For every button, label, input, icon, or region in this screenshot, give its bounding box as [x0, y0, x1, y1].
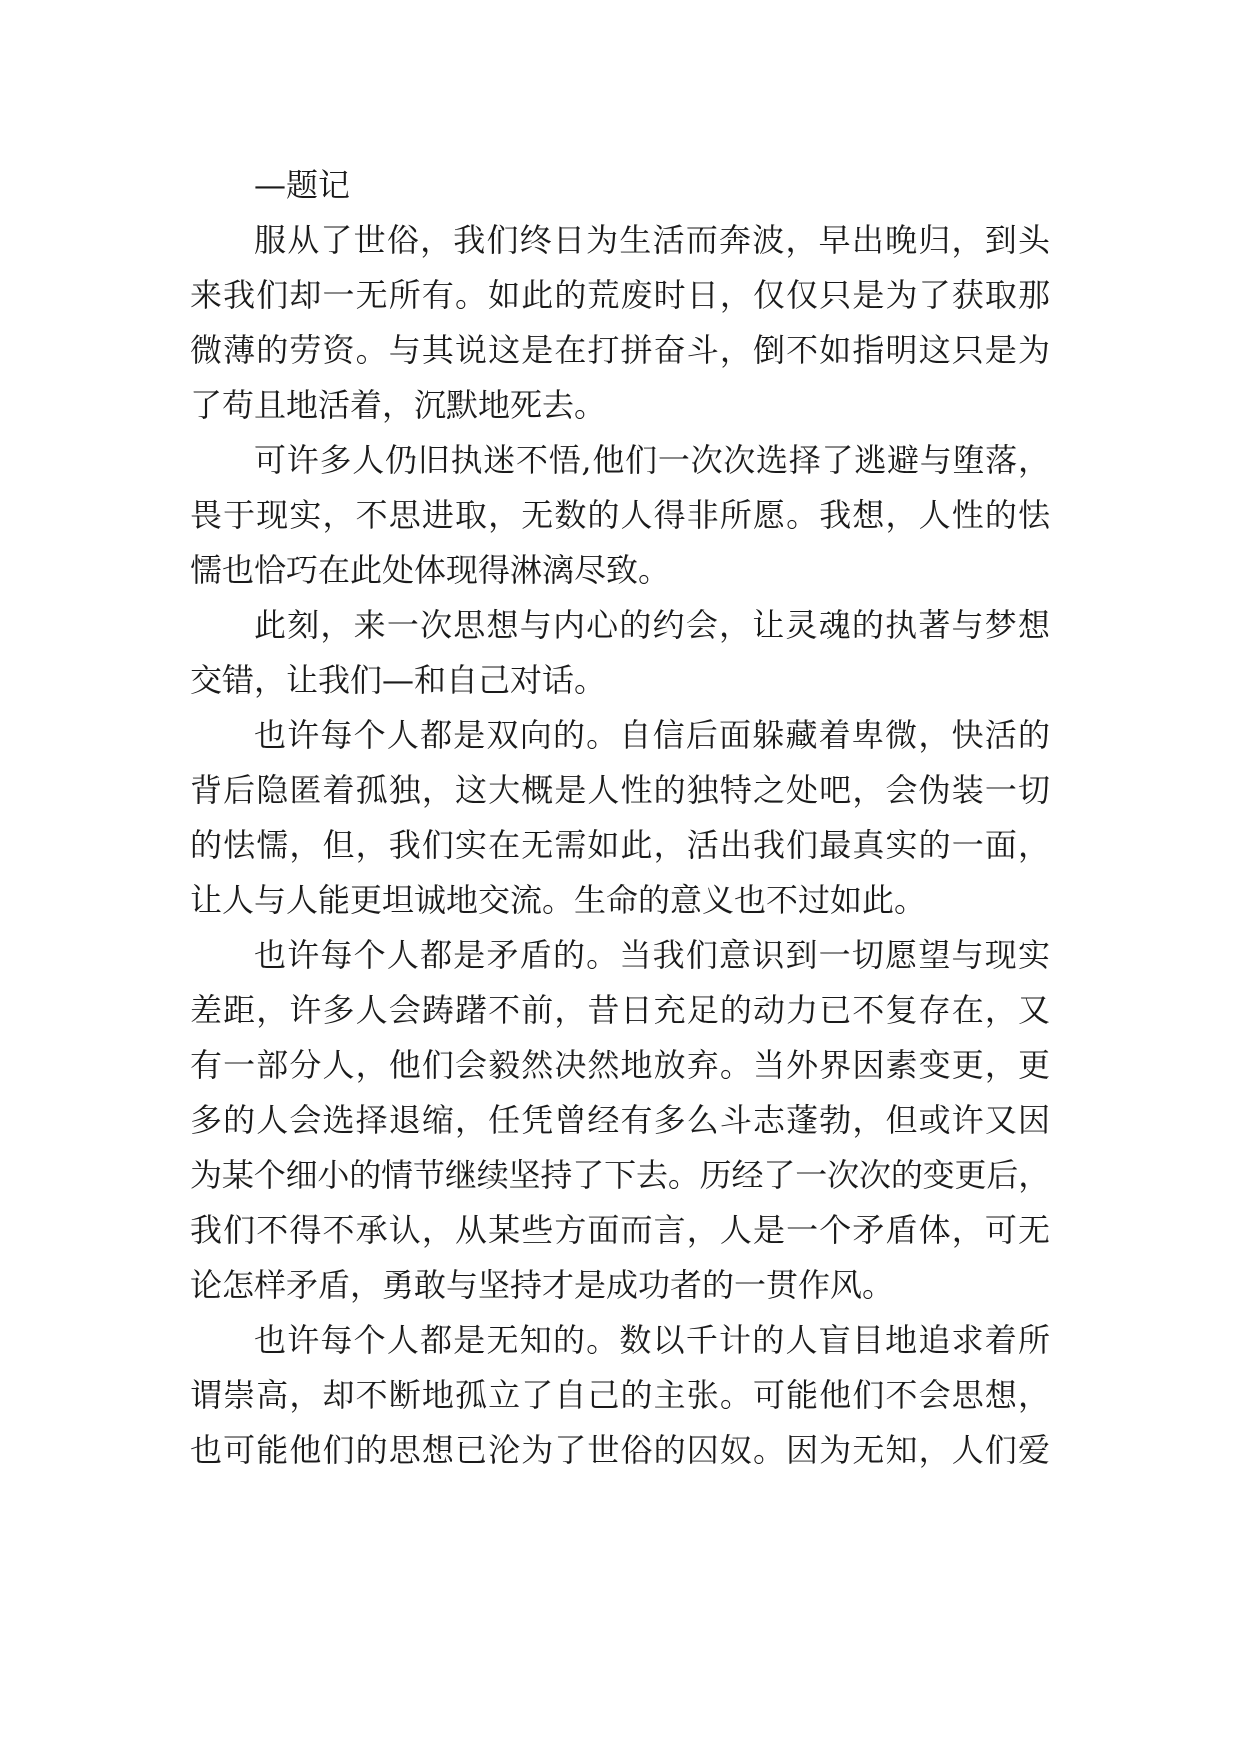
text-line: 来我们却一无所有。如此的荒废时日，仅仅只是为了获取那: [190, 276, 1050, 314]
text-line: 有一部分人，他们会毅然决然地放弃。当外界因素变更，更: [190, 1046, 1050, 1084]
text-line: 谓崇高，却不断地孤立了自己的主张。可能他们不会思想，: [190, 1376, 1050, 1414]
text-line: 畏于现实，不思进取，无数的人得非所愿。我想，人性的怯: [190, 496, 1050, 534]
text-line: 微薄的劳资。与其说这是在打拼奋斗，倒不如指明这只是为: [190, 331, 1050, 369]
text-line: 也许每个人都是无知的。数以千计的人盲目地追求着所: [254, 1321, 1050, 1359]
text-line: —题记: [254, 166, 351, 204]
text-line: 让人与人能更坦诚地交流。生命的意义也不过如此。: [190, 881, 927, 919]
text-line: 可许多人仍旧执迷不悟,他们一次次选择了逃避与堕落，: [254, 441, 1050, 479]
text-line: 背后隐匿着孤独，这大概是人性的独特之处吧，会伪装一切: [190, 771, 1050, 809]
text-line: 我们不得不承认，从某些方面而言，人是一个矛盾体，可无: [190, 1211, 1050, 1249]
text-line: 服从了世俗，我们终日为生活而奔波，早出晚归，到头: [254, 221, 1050, 259]
text-line: 此刻，来一次思想与内心的约会，让灵魂的执著与梦想: [254, 606, 1050, 644]
text-line: 交错，让我们—和自己对话。: [190, 661, 607, 699]
text-line: 为某个细小的情节继续坚持了下去。历经了一次次的变更后，: [190, 1156, 1050, 1194]
text-line: 的怯懦，但，我们实在无需如此，活出我们最真实的一面，: [190, 826, 1050, 864]
text-line: 也许每个人都是双向的。自信后面躲藏着卑微，快活的: [254, 716, 1050, 754]
text-line: 多的人会选择退缩，任凭曾经有多么斗志蓬勃，但或许又因: [190, 1101, 1050, 1139]
text-line: 了苟且地活着，沉默地死去。: [190, 386, 607, 424]
text-line: 也许每个人都是矛盾的。当我们意识到一切愿望与现实: [254, 936, 1050, 974]
document-body: [190, 158, 1050, 1478]
text-line: 懦也恰巧在此处体现得淋漓尽致。: [190, 551, 671, 589]
text-line: 也可能他们的思想已沦为了世俗的囚奴。因为无知，人们爱: [190, 1431, 1050, 1469]
text-line: 差距，许多人会踌躇不前，昔日充足的动力已不复存在，又: [190, 991, 1050, 1029]
text-line: 论怎样矛盾，勇敢与坚持才是成功者的一贯作风。: [190, 1266, 895, 1304]
